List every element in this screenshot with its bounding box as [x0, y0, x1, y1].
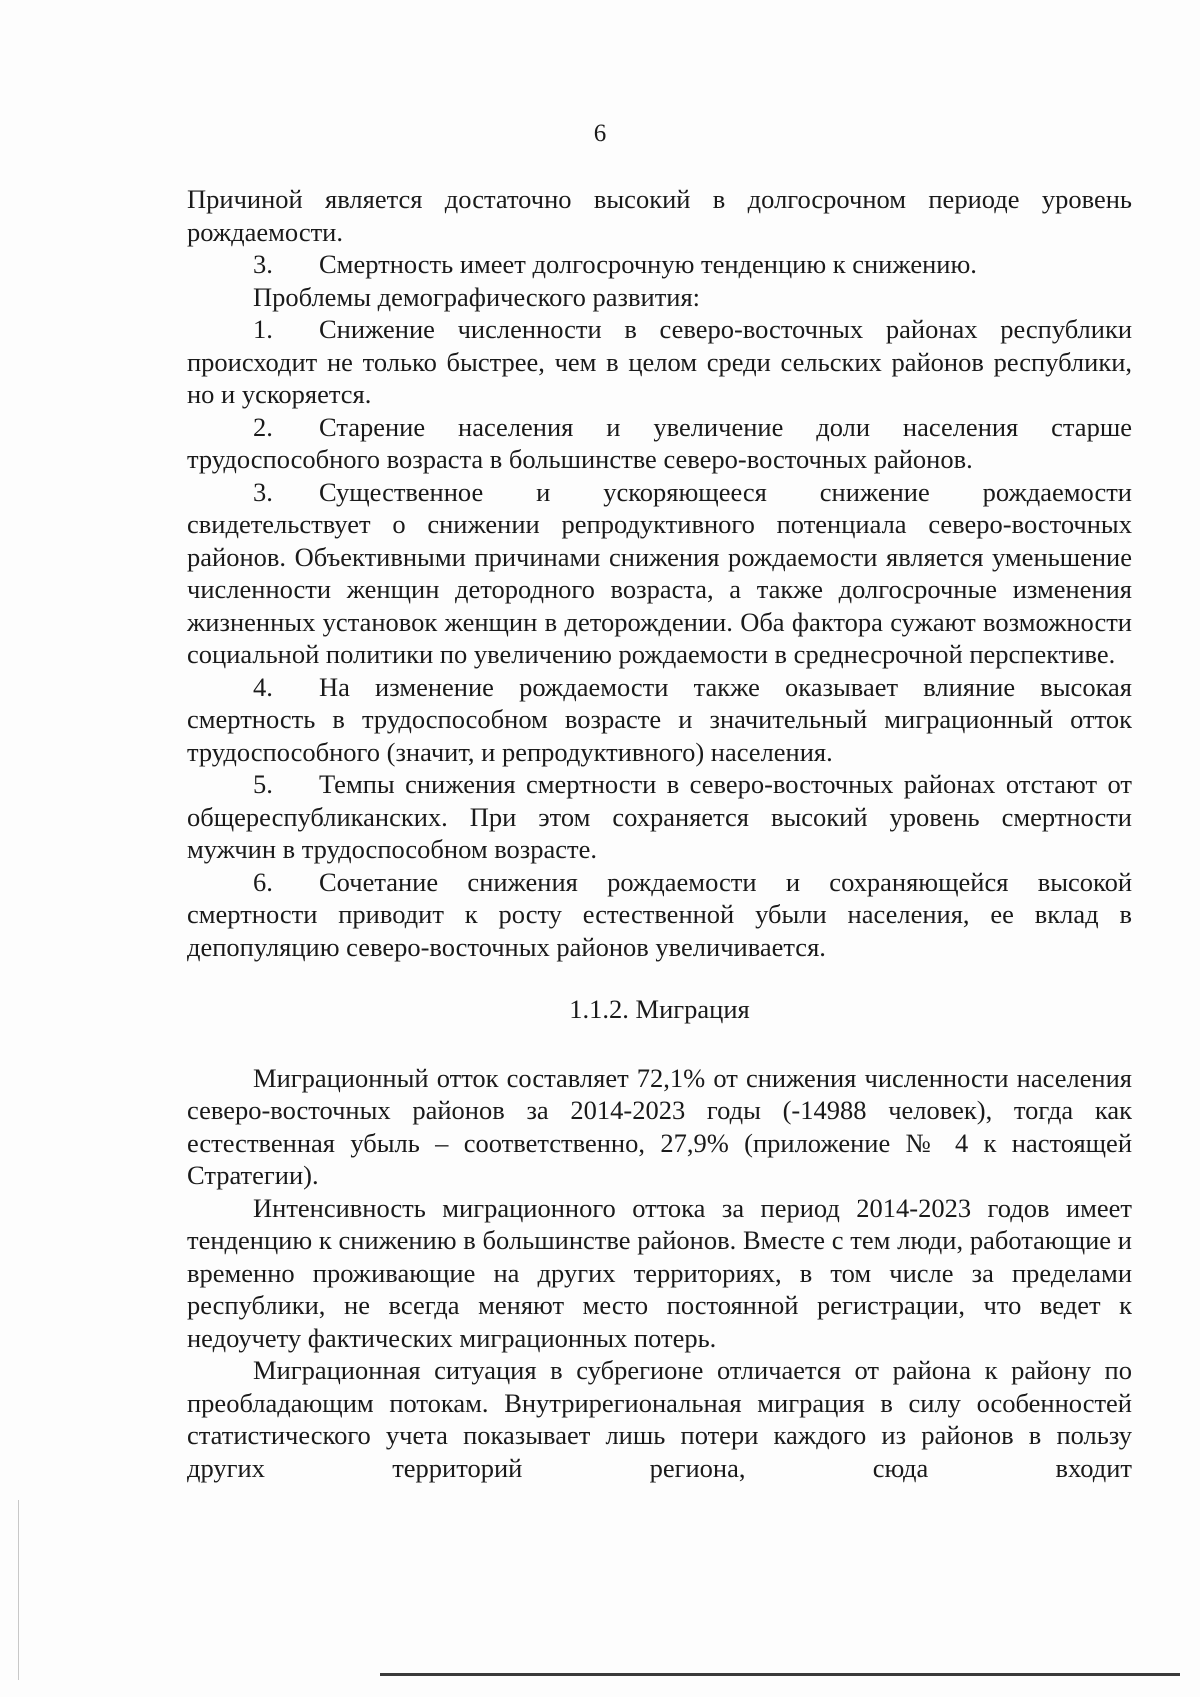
list-item	[187, 866, 1132, 964]
list-item-text: Старение населения и увеличение доли населения старше трудоспособного возраста в большинстве северо-восточных районов.	[187, 411, 1132, 474]
list-item-text: Снижение численности в северо-восточных районах республики происходит не только быстрее, чем в целом среди сельских районов республики, но и ускоряется.	[187, 314, 1132, 409]
scan-edge-line	[18, 1500, 19, 1680]
document-body	[187, 183, 1132, 1484]
list-item-text: Существенное и ускоряющееся снижение рождаемости свидетельствует о снижении репродуктивного потенциала северо-восточных районов. Объективными причинами снижения рождаемости является уменьшение численности женщин детородного возраста, а также долгосрочные изменения жизненных установок женщин в деторождении. Оба фактора сужают возможности социальной политики по увеличению рождаемости в среднесрочной перспективе.	[187, 476, 1132, 669]
list-item	[187, 313, 1132, 411]
paragraph: Интенсивность миграционного оттока за период 2014-2023 годов имеет тенденцию к снижению в большинстве районов. Вместе с тем люди, работающие и временно проживающие на других территориях, в том числе за пределами республики, не всегда меняют место постоянной регистрации, что ведет к недоучету фактических миграционных потерь.	[187, 1192, 1132, 1353]
list-item	[187, 768, 1132, 866]
list-item-text: Смертность имеет долгосрочную тенденцию к снижению.	[319, 249, 977, 279]
list-item-number: 6.	[253, 866, 273, 897]
list-item-number: 3.	[253, 476, 273, 507]
paragraph: Миграционная ситуация в субрегионе отличается от района к району по преобладающим потокам. Внутрирегиональная миграция в силу особенностей статистического учета показывает лишь потери каждого из районов в пользу других территорий региона, сюда входит	[187, 1355, 1132, 1483]
paragraph: Миграционный отток составляет 72,1% от снижения численности населения северо-восточных районов за 2014-2023 годы (-14988 человек), тогда как естественная убыль – соответственно, 27,9% (приложение № 4 к настоящей Стратегии).	[187, 1062, 1132, 1190]
scan-bottom-rule	[380, 1673, 1180, 1676]
list-item	[187, 476, 1132, 671]
list-item-number: 5.	[253, 769, 273, 799]
page-number: 6	[593, 120, 607, 147]
list-item	[187, 671, 1132, 769]
list-item-text: Темпы снижения смертности в северо-восточных районах отстают от общереспубликанских. При этом сохраняется высокий уровень смертности мужчин в трудоспособном возрасте.	[187, 769, 1132, 864]
list-item-number: 3.	[253, 249, 273, 279]
list-item-text: На изменение рождаемости также оказывает влияние высокая смертность в трудоспособном возрасте и значительный миграционный отток трудоспособного (значит, и репродуктивного) населения.	[187, 671, 1132, 767]
section-heading: 1.1.2. Миграция	[569, 994, 750, 1024]
list-item-number: 2.	[253, 411, 273, 442]
list-item-number: 1.	[253, 314, 273, 344]
paragraph: Проблемы демографического развития:	[253, 281, 701, 312]
paragraph: Причиной является достаточно высокий в долгосрочном периоде уровень рождаемости.	[187, 184, 1132, 247]
list-item	[187, 411, 1132, 476]
list-item-number: 4.	[253, 671, 273, 702]
list-item	[187, 248, 1132, 281]
list-item-text: Сочетание снижения рождаемости и сохраняющейся высокой смертности приводит к росту естественной убыли населения, ее вклад в депопуляцию северо-восточных районов увеличивается.	[187, 866, 1132, 962]
